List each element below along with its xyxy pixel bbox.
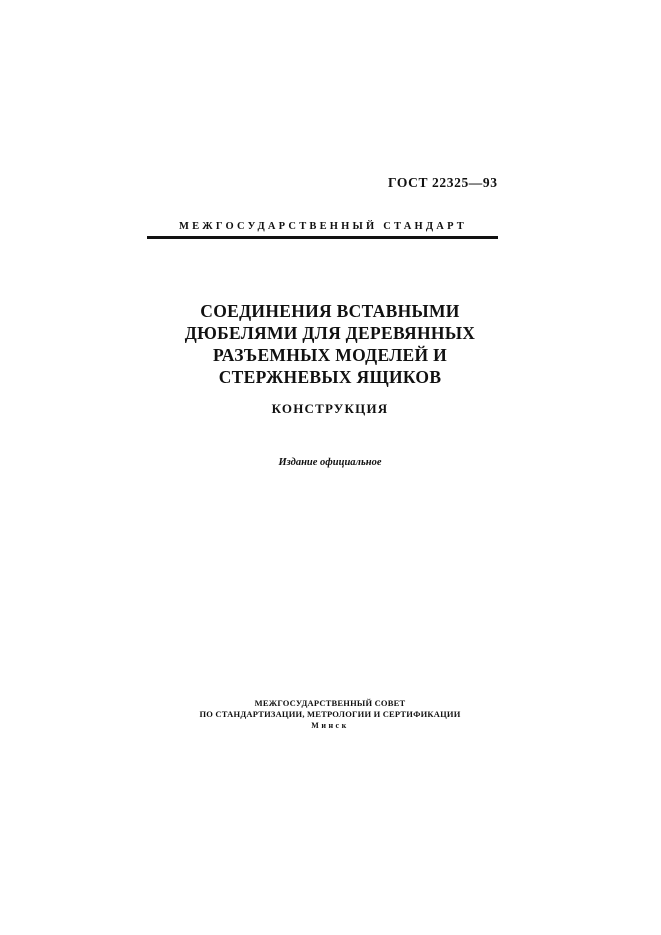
heading-divider — [147, 236, 498, 239]
title-line-4: СТЕРЖНЕВЫХ ЯЩИКОВ — [218, 367, 442, 387]
title-line-3: РАЗЪЕМНЫХ МОДЕЛЕЙ И — [212, 345, 448, 365]
title-line-2: ДЮБЕЛЯМИ ДЛЯ ДЕРЕВЯННЫХ — [184, 323, 476, 343]
standard-type-heading: МЕЖГОСУДАРСТВЕННЫЙ СТАНДАРТ — [178, 221, 468, 232]
publisher-line-1: МЕЖГОСУДАРСТВЕННЫЙ СОВЕТ — [254, 698, 406, 708]
publisher-city: Минск — [311, 721, 349, 730]
edition-note: Издание официальное — [278, 457, 382, 468]
title-line-1: СОЕДИНЕНИЯ ВСТАВНЫМИ — [200, 301, 460, 321]
document-subtitle: КОНСТРУКЦИЯ — [271, 401, 389, 416]
publisher-line-2: ПО СТАНДАРТИЗАЦИИ, МЕТРОЛОГИИ И СЕРТИФИКАЦИИ — [199, 709, 461, 719]
publisher-block — [130, 698, 530, 731]
document-number: ГОСТ 22325—93 — [388, 175, 498, 190]
document-title — [130, 300, 530, 388]
